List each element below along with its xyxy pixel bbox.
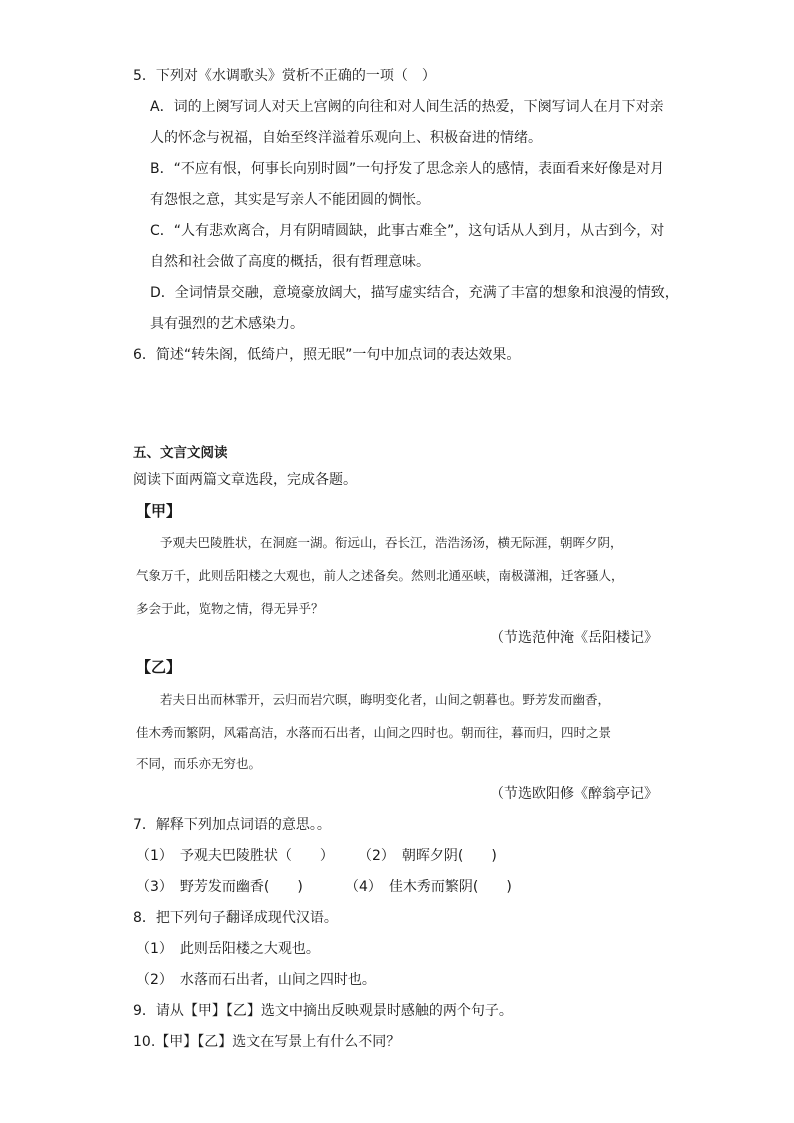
question-8-item-2: （2） 水落而石出者，山间之四时也。 <box>136 972 376 988</box>
question-8-item-1: （1） 此则岳阳楼之大观也。 <box>136 941 320 957</box>
question-7-item-4: （4） 佳木秀而繁阴( ) <box>345 879 512 895</box>
question-5-option-a-line1: A．词的上阕写词人对天上宫阙的向往和对人间生活的热爱，下阕写词人在月下对亲 <box>150 99 664 115</box>
passage-yi-line3: 不同，而乐亦无穷也。 <box>136 756 262 771</box>
passage-yi-line2: 佳木秀而繁阴，风霜高洁，水落而石出者，山间之四时也。朝而往，暮而归，四时之景 <box>136 725 612 740</box>
passage-jia-source: （节选范仲淹《岳阳楼记》 <box>490 630 658 646</box>
question-10: 10.【甲】【乙】选文在写景上有什么不同？ <box>133 1034 401 1050</box>
question-5-option-c-line2: 自然和社会做了高度的概括，很有哲理意味。 <box>150 254 430 270</box>
passage-jia-line3: 多会于此，览物之情，得无异乎？ <box>136 601 324 616</box>
passage-yi-source: （节选欧阳修《醉翁亭记》 <box>490 786 658 802</box>
question-6: 6．简述“转朱阁，低绮户，照无眠”一句中加点词的表达效果。 <box>133 347 521 363</box>
question-5-stem: 5．下列对《水调歌头》赏析不正确的一项（ ） <box>133 68 436 84</box>
question-7-stem: 7．解释下列加点词语的意思。。 <box>133 817 331 833</box>
question-7-item-2: （2） 朝晖夕阴( ) <box>358 848 497 864</box>
passage-yi-line1: 若夫日出而林霏开，云归而岩穴暝，晦明变化者，山间之朝暮也。野芳发而幽香， <box>160 692 611 707</box>
question-7-item-1: （1） 予观夫巴陵胜状（ ） <box>136 848 334 864</box>
question-5-option-b-line1: B．“不应有恨，何事长向别时圆”一句抒发了思念亲人的感情，表面看来好像是对月 <box>150 161 665 177</box>
question-5-option-b-line2: 有怨恨之意，其实是写亲人不能团圆的惆怅。 <box>150 192 430 208</box>
passage-yi-label: 【乙】 <box>136 658 182 676</box>
passage-jia-label: 【甲】 <box>136 502 182 520</box>
passage-jia-line2: 气象万千，此则岳阳楼之大观也，前人之述备矣。然则北通巫峡，南极潇湘，迁客骚人， <box>136 568 624 583</box>
question-5-option-a-line2: 人的怀念与祝福，自始至终洋溢着乐观向上、积极奋进的情绪。 <box>150 130 542 146</box>
question-9: 9．请从【甲】【乙】选文中摘出反映观景时感触的两个句子。 <box>133 1003 513 1019</box>
question-5-option-d-line2: 具有强烈的艺术感染力。 <box>150 316 304 332</box>
question-7-item-3: （3） 野芳发而幽香( ) <box>136 879 303 895</box>
question-8-stem: 8．把下列句子翻译成现代汉语。 <box>133 910 338 926</box>
question-5-option-c-line1: C．“人有悲欢离合，月有阴晴圆缺，此事古难全”，这句话从人到月，从古到今，对 <box>150 223 665 239</box>
section-instruction: 阅读下面两篇文章选段，完成各题。 <box>133 472 357 488</box>
section-title: 五、文言文阅读 <box>133 445 228 461</box>
passage-jia-line1: 予观夫巴陵胜状，在洞庭一湖。衔远山，吞长江，浩浩汤汤，横无际涯，朝晖夕阴， <box>160 535 623 550</box>
question-5-option-d-line1: D．全词情景交融，意境豪放阔大，描写虚实结合，充满了丰富的想象和浪漫的情致， <box>150 285 679 301</box>
